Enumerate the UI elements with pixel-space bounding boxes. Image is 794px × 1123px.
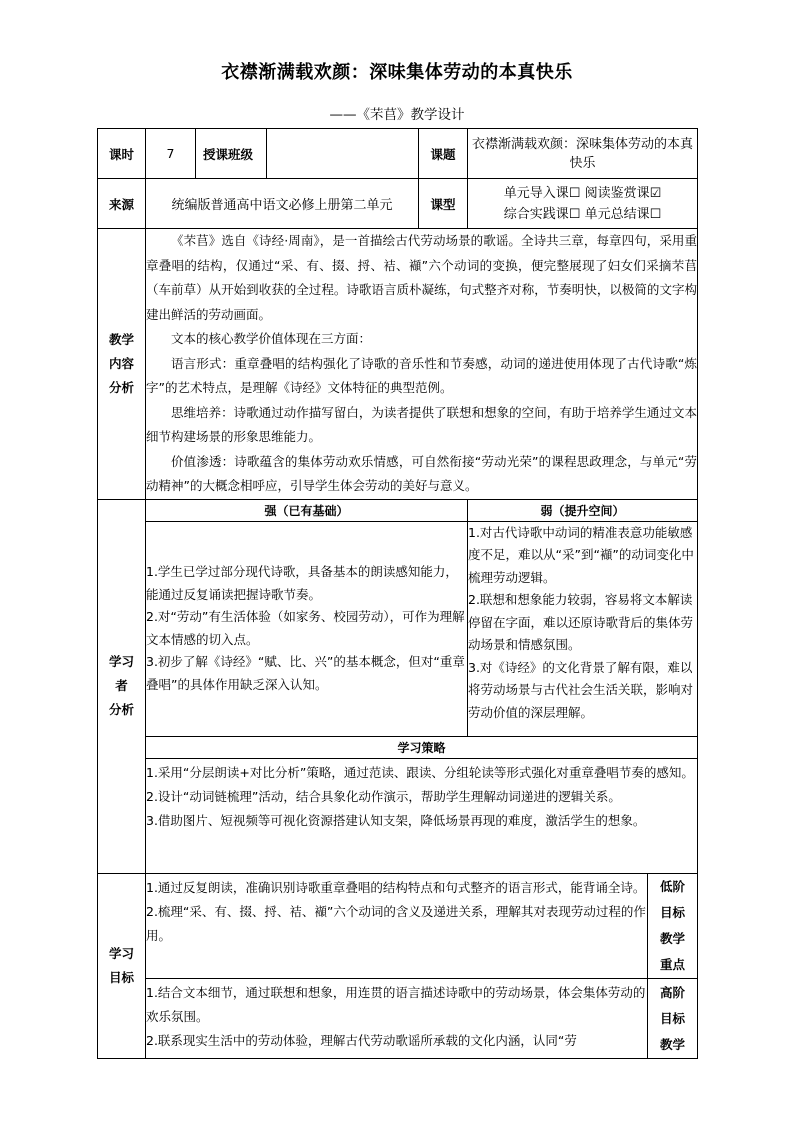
high-goal-item: 2.联系现实生活中的劳动体验，理解古代劳动歌谣所承载的文化内涵，认同“劳 (146, 1032, 577, 1048)
type-label: 课型 (419, 179, 468, 229)
lesson-type-options (468, 179, 698, 229)
content-analysis-label: 教学 内容 分析 (98, 229, 146, 500)
source-value: 统编版普通高中语文必修上册第二单元 (146, 179, 419, 229)
lesson-plan-table (97, 128, 698, 1059)
content-paragraph: 《芣苢》选自《诗经·周南》，是一首描绘古代劳动场景的歌谣。全诗共三章，每章四句，采用重章叠唱的结构，仅通过“采、有、掇、捋、袺、襭”六个动词的变换，便完整展现了妇女们采摘芣苢（车前草）从开始到收获的全过程。诗歌语言质朴凝练，句式整齐对称，节奏明快，以极简的文字构建出鲜活的劳动画面。 (146, 233, 698, 322)
content-analysis-row (98, 229, 698, 500)
lesson-value: 7 (146, 129, 196, 179)
lesson-label: 课时 (98, 129, 146, 179)
learner-detail-row (98, 521, 698, 736)
strong-points (146, 521, 468, 736)
high-goals (146, 978, 648, 1058)
strategy-item: 3.借助图片、短视频等可视化资源搭建认知支架，降低场景再现的难度，激活学生的想象。 (146, 812, 646, 828)
topic-label: 课题 (419, 129, 468, 179)
source-row (98, 179, 698, 229)
content-paragraph: 价值渗透：诗歌蕴含的集体劳动欢乐情感，可自然衔接“劳动光荣”的课程思政理念，与单元“劳动精神”的大概念相呼应，引导学生体会劳动的美好与意义。 (146, 453, 698, 493)
low-goal-tag: 低阶 目标 教学 重点 (648, 873, 698, 978)
strategy-header: 学习策略 (146, 736, 698, 758)
strong-item: 1.学生已学过部分现代诗歌，具备基本的朗读感知能力，能通过反复诵读把握诗歌节奏。 (146, 564, 458, 602)
strategy-item: 1.采用“分层朗读+对比分析”策略，通过范读、跟读、分组轮读等形式强化对重章叠唱节奏的感知。 (146, 764, 694, 780)
content-paragraph: 语言形式：重章叠唱的结构强化了诗歌的音乐性和节奏感，动词的递进使用体现了古代诗歌“炼字”的艺术特点，是理解《诗经》文体特征的典型范例。 (146, 355, 698, 395)
content-paragraph: 思维培养：诗歌通过动作描写留白，为读者提供了联想和想象的空间，有助于培养学生通过文本细节构建场景的形象思维能力。 (146, 404, 698, 444)
weak-points (468, 521, 698, 736)
strategy-row (98, 758, 698, 873)
class-value (267, 129, 419, 179)
document-title: 衣襟渐满载欢颜：深味集体劳动的本真快乐 (221, 62, 573, 83)
strategy-header-row (98, 736, 698, 758)
low-goal-item: 1.通过反复朗读，准确识别诗歌重章叠唱的结构特点和句式整齐的语言形式，能背诵全诗。 (146, 879, 646, 895)
topic-value: 衣襟渐满载欢颜：深味集体劳动的本真快乐 (468, 129, 698, 179)
class-label: 授课班级 (196, 129, 267, 179)
learner-analysis-label: 学习 者 分析 (98, 499, 146, 873)
strategy-item: 2.设计“动词链梳理”活动，结合具象化动作演示，帮助学生理解动词递进的逻辑关系。 (146, 788, 621, 804)
strong-header: 强（已有基础） (146, 499, 468, 521)
weak-header: 弱（提升空间） (468, 499, 698, 521)
strong-item: 2.对“劳动”有生活体验（如家务、校园劳动），可作为理解文本情感的切入点。 (146, 609, 465, 647)
strategy-list (146, 758, 698, 873)
document-subtitle: ——《芣苢》教学设计 (329, 107, 465, 123)
learner-header-row (98, 499, 698, 521)
source-label: 来源 (98, 179, 146, 229)
content-paragraph: 文本的核心教学价值体现在三方面： (171, 331, 372, 346)
high-goal-item: 1.结合文本细节，通过联想和想象，用连贯的语言描述诗歌中的劳动场景，体会集体劳动的欢乐氛围。 (146, 984, 646, 1024)
content-analysis-text (146, 229, 698, 500)
info-row (98, 129, 698, 179)
weak-item: 1.对古代诗歌中动词的精准表意功能敏感度不足，难以从“采”到“襭”的动词变化中梳理劳动逻辑。 (468, 524, 694, 585)
goal-high-row (98, 978, 698, 1058)
strong-item: 3.初步了解《诗经》“赋、比、兴”的基本概念，但对“重章叠唱”的具体作用缺乏深入认知。 (146, 654, 465, 692)
lesson-type-line-1: 单元导入课☐ 阅读鉴赏课☑ (503, 185, 662, 201)
high-goal-tag: 高阶 目标 教学 (648, 978, 698, 1058)
weak-item: 3.对《诗经》的文化背景了解有限，难以将劳动场景与古代社会生活关联，影响对劳动价值的深层理解。 (468, 659, 694, 720)
low-goal-item: 2.梳理“采、有、掇、捋、袺、襭”六个动词的含义及递进关系，理解其对表现劳动过程的作用。 (146, 903, 646, 943)
learning-goals-label: 学习 目标 (98, 873, 146, 1058)
goal-low-row (98, 873, 698, 978)
low-goals (146, 873, 648, 978)
weak-item: 2.联想和想象能力较弱，容易将文本解读停留在字面，难以还原诗歌背后的集体劳动场景和情感氛围。 (468, 592, 694, 652)
lesson-type-line-2: 综合实践课☐ 单元总结课☐ (503, 206, 662, 222)
